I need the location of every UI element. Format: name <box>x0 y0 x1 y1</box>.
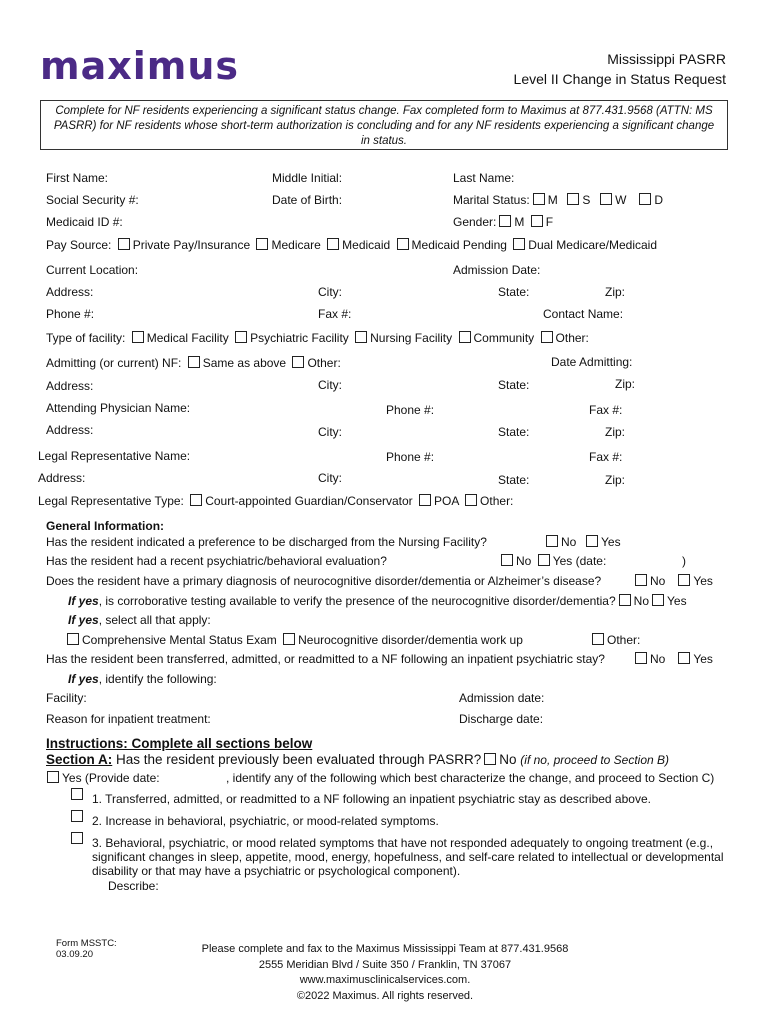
q4-options <box>632 652 713 666</box>
q4-no-label: No <box>650 652 666 666</box>
q4a-if-yes: If yes <box>68 672 99 686</box>
nf-zip-label: Zip: <box>615 377 636 391</box>
test-mental-status-checkbox[interactable] <box>67 633 79 645</box>
facility-community-checkbox[interactable] <box>459 331 471 343</box>
q3a-no-checkbox[interactable] <box>619 594 631 606</box>
gender-label: Gender: <box>453 215 497 229</box>
legal-rep-poa-label: POA <box>434 494 459 508</box>
test-other-row <box>589 633 640 647</box>
q3a-row <box>68 594 687 608</box>
footer-line1: Please complete and fax to the Maximus Mississippi Team at 877.431.9568 <box>201 943 569 955</box>
admitting-nf-label: Admitting (or current) NF: <box>46 356 182 370</box>
facility-nursing-label: Nursing Facility <box>370 331 453 345</box>
date-admitting-label: Date Admitting: <box>551 355 633 369</box>
admitting-nf-row <box>46 356 341 370</box>
legal-rep-other-checkbox[interactable] <box>465 494 477 506</box>
section-a-row <box>46 752 669 768</box>
physician-zip-label: Zip: <box>605 425 626 439</box>
physician-phone-label: Phone #: <box>386 403 435 417</box>
physician-address-label: Address: <box>46 423 94 437</box>
item3-checkbox[interactable] <box>71 832 83 844</box>
psych-reason-label: Reason for inpatient treatment: <box>46 712 211 726</box>
marital-m-checkbox[interactable] <box>533 193 545 205</box>
pay-dual-checkbox[interactable] <box>513 238 525 250</box>
facility-psychiatric-checkbox[interactable] <box>235 331 247 343</box>
q4-yes-checkbox[interactable] <box>678 652 690 664</box>
facility-type-label: Type of facility: <box>46 331 126 345</box>
form-title-line2: Level II Change in Status Request <box>513 71 726 87</box>
gender-row <box>453 215 553 229</box>
marital-d-label: D <box>654 193 664 207</box>
q1-yes-label: Yes <box>601 535 621 549</box>
location-address-label: Address: <box>46 285 94 299</box>
gender-f-label: F <box>545 215 554 229</box>
admitting-same-checkbox[interactable] <box>188 356 200 368</box>
test-other-checkbox[interactable] <box>592 633 604 645</box>
form-id-line1: Form MSSTC: <box>56 938 117 949</box>
contact-name-label: Contact Name: <box>543 307 624 321</box>
q3-yes-label: Yes <box>693 574 713 588</box>
legal-rep-guardian-checkbox[interactable] <box>190 494 202 506</box>
last-name-label: Last Name: <box>453 171 515 185</box>
q3a-yes-label: Yes <box>667 594 687 608</box>
pay-medicaid-label: Medicaid <box>342 238 391 252</box>
pay-private-label: Private Pay/Insurance <box>132 238 251 252</box>
item3-checkbox-wrap <box>68 832 86 846</box>
form-id-line2: 03.09.20 <box>56 949 93 960</box>
section-a-yes-checkbox[interactable] <box>47 771 59 783</box>
q4-no-checkbox[interactable] <box>635 652 647 664</box>
section-a-no-label: No <box>499 752 517 767</box>
marital-w-checkbox[interactable] <box>600 193 612 205</box>
item3-text: 3. Behavioral, psychiatric, or mood related symptoms that have not responded adequately to ongoing treatment (e.g., significant changes in sleep, appetite, mood, energy, hopefulness, and self-care related to intellectual or developmental disability or that may have a psychiatric or psychological component). <box>92 836 724 878</box>
legal-rep-address-label: Address: <box>38 471 86 485</box>
dob-label: Date of Birth: <box>272 193 343 207</box>
legal-rep-name-label: Legal Representative Name: <box>38 449 191 463</box>
facility-psychiatric-label: Psychiatric Facility <box>250 331 349 345</box>
pay-dual-label: Dual Medicare/Medicaid <box>528 238 658 252</box>
section-a-no-checkbox[interactable] <box>484 753 496 765</box>
middle-initial-label: Middle Initial: <box>272 171 343 185</box>
marital-status-label: Marital Status: <box>453 193 530 207</box>
facility-other-checkbox[interactable] <box>541 331 553 343</box>
ssn-label: Social Security #: <box>46 193 139 207</box>
marital-s-label: S <box>582 193 591 207</box>
marital-m-label: M <box>547 193 558 207</box>
q3-text: Does the resident have a primary diagnosis of neurocognitive disorder/dementia or Alzheimer’s disease? <box>46 574 602 588</box>
facility-medical-label: Medical Facility <box>146 331 229 345</box>
facility-nursing-checkbox[interactable] <box>355 331 367 343</box>
pay-medicaid-pending-checkbox[interactable] <box>397 238 409 250</box>
tests-row <box>64 633 523 647</box>
nf-address-label: Address: <box>46 379 94 393</box>
test-mental-status-label: Comprehensive Mental Status Exam <box>82 633 277 647</box>
q3-no-label: No <box>650 574 666 588</box>
q3a-no-label: No <box>633 594 649 608</box>
item1-checkbox[interactable] <box>71 788 83 800</box>
legal-rep-other-label: Other: <box>480 494 514 508</box>
q3a-text: , is corroborative testing available to verify the presence of the neurocognitive disorder/dementia? <box>98 594 616 608</box>
marital-w-label: W <box>615 193 627 207</box>
facility-community-label: Community <box>473 331 535 345</box>
pay-source-row <box>46 238 657 252</box>
q3-no-checkbox[interactable] <box>635 574 647 586</box>
section-a-question: Has the resident previously been evaluated through PASRR? <box>116 752 482 767</box>
q2-close-paren: ) <box>682 554 686 568</box>
section-a-yes-row <box>44 771 160 785</box>
pay-private-checkbox[interactable] <box>118 238 130 250</box>
q2-no-label: No <box>516 554 532 568</box>
q1-yes-checkbox[interactable] <box>586 535 598 547</box>
maximus-logo: maximus <box>40 44 240 88</box>
legal-rep-poa-checkbox[interactable] <box>419 494 431 506</box>
pay-medicare-checkbox[interactable] <box>256 238 268 250</box>
q1-text: Has the resident indicated a preference to be discharged from the Nursing Facility? <box>46 535 487 549</box>
q2-no-checkbox[interactable] <box>501 554 513 566</box>
footer <box>150 942 620 1004</box>
marital-status-row <box>453 193 663 207</box>
q2-text: Has the resident had a recent psychiatric/behavioral evaluation? <box>46 554 387 568</box>
legal-rep-city-label: City: <box>318 471 342 485</box>
item2-checkbox-wrap <box>68 810 86 824</box>
q1-no-checkbox[interactable] <box>546 535 558 547</box>
admitting-other-checkbox[interactable] <box>292 356 304 368</box>
footer-link[interactable]: www.maximusclinicalservices.com. <box>299 974 471 986</box>
location-city-label: City: <box>318 285 342 299</box>
physician-state-label: State: <box>498 425 530 439</box>
location-fax-label: Fax #: <box>318 307 352 321</box>
footer-copyright: ©2022 Maximus. All rights reserved. <box>296 989 474 1002</box>
location-zip-label: Zip: <box>605 285 626 299</box>
q2-yes-label: Yes (date: <box>552 554 607 568</box>
q1-options <box>543 535 621 549</box>
q1-no-label: No <box>561 535 577 549</box>
test-neurocognitive-checkbox[interactable] <box>283 633 295 645</box>
item2-text: 2. Increase in behavioral, psychiatric, or mood-related symptoms. <box>92 814 439 828</box>
q4a-text: , identify the following: <box>98 672 217 686</box>
q3a-yes-checkbox[interactable] <box>652 594 664 606</box>
q3b-row <box>68 613 211 627</box>
psych-facility-label: Facility: <box>46 691 87 705</box>
q2-options <box>498 554 606 568</box>
marital-d-checkbox[interactable] <box>639 193 651 205</box>
q3-options <box>632 574 713 588</box>
footer-line2: 2555 Meridian Blvd / Suite 350 / Franklin, TN 37067 <box>258 958 512 971</box>
medicaid-id-label: Medicaid ID #: <box>46 215 123 229</box>
legal-rep-type-row <box>38 494 513 508</box>
psych-admission-date-label: Admission date: <box>459 691 545 705</box>
pay-medicare-label: Medicare <box>271 238 321 252</box>
section-a-yes-line-end: , identify any of the following which best characterize the change, and proceed to Section C) <box>226 771 715 785</box>
test-other-label: Other: <box>607 633 641 647</box>
legal-rep-zip-label: Zip: <box>605 473 626 487</box>
legal-rep-fax-label: Fax #: <box>589 450 623 464</box>
facility-type-row <box>46 331 589 345</box>
admitting-same-label: Same as above <box>202 356 287 370</box>
item2-checkbox[interactable] <box>71 810 83 822</box>
section-a-label: Section A: <box>46 752 113 767</box>
psych-discharge-date-label: Discharge date: <box>459 712 544 726</box>
q3-yes-checkbox[interactable] <box>678 574 690 586</box>
pay-medicaid-checkbox[interactable] <box>327 238 339 250</box>
instructions-heading: Instructions: Complete all sections below <box>46 736 313 751</box>
physician-fax-label: Fax #: <box>589 403 623 417</box>
physician-city-label: City: <box>318 425 342 439</box>
admission-date-label: Admission Date: <box>453 263 541 277</box>
facility-medical-checkbox[interactable] <box>132 331 144 343</box>
q4-text: Has the resident been transferred, admitted, or readmitted to a NF following an inpatient psychiatric stay? <box>46 652 605 666</box>
test-neurocognitive-label: Neurocognitive disorder/dementia work up <box>298 633 523 647</box>
nf-state-label: State: <box>498 378 530 392</box>
nf-city-label: City: <box>318 378 342 392</box>
gender-f-checkbox[interactable] <box>531 215 543 227</box>
location-state-label: State: <box>498 285 530 299</box>
q2-yes-checkbox[interactable] <box>538 554 550 566</box>
first-name-label: First Name: <box>46 171 109 185</box>
legal-rep-guardian-label: Court-appointed Guardian/Conservator <box>205 494 413 508</box>
q3a-if-yes: If yes <box>68 594 99 608</box>
location-phone-label: Phone #: <box>46 307 95 321</box>
q4a-row <box>68 672 217 686</box>
q4-yes-label: Yes <box>693 652 713 666</box>
describe-label: Describe: <box>108 879 159 893</box>
item1-checkbox-wrap <box>68 788 86 802</box>
section-a-yes-label: Yes (Provide date: <box>62 771 160 785</box>
q3b-text: , select all that apply: <box>98 613 211 627</box>
admitting-other-label: Other: <box>307 356 341 370</box>
current-location-label: Current Location: <box>46 263 139 277</box>
marital-s-checkbox[interactable] <box>567 193 579 205</box>
instruction-notice: Complete for NF residents experiencing a significant status change. Fax completed form to Maximus at 877.431.9568 (ATTN: MS PASRR) for NF residents whose short-term authorization is concluding and for any NF residents experiencing a significant change in status. <box>40 100 728 150</box>
facility-other-label: Other: <box>555 331 589 345</box>
pay-medicaid-pending-label: Medicaid Pending <box>411 238 507 252</box>
general-info-heading: General Information: <box>46 519 165 533</box>
section-a-no-hint: (if no, proceed to Section B) <box>520 753 670 767</box>
legal-rep-phone-label: Phone #: <box>386 450 435 464</box>
legal-rep-type-label: Legal Representative Type: <box>38 494 184 508</box>
gender-m-checkbox[interactable] <box>499 215 511 227</box>
item1-text: 1. Transferred, admitted, or readmitted to a NF following an inpatient psychiatric stay as described above. <box>92 792 651 806</box>
physician-name-label: Attending Physician Name: <box>46 401 191 415</box>
legal-rep-state-label: State: <box>498 473 530 487</box>
form-title-line1: Mississippi PASRR <box>607 51 726 67</box>
pay-source-label: Pay Source: <box>46 238 112 252</box>
q3b-if-yes: If yes <box>68 613 99 627</box>
gender-m-label: M <box>514 215 525 229</box>
